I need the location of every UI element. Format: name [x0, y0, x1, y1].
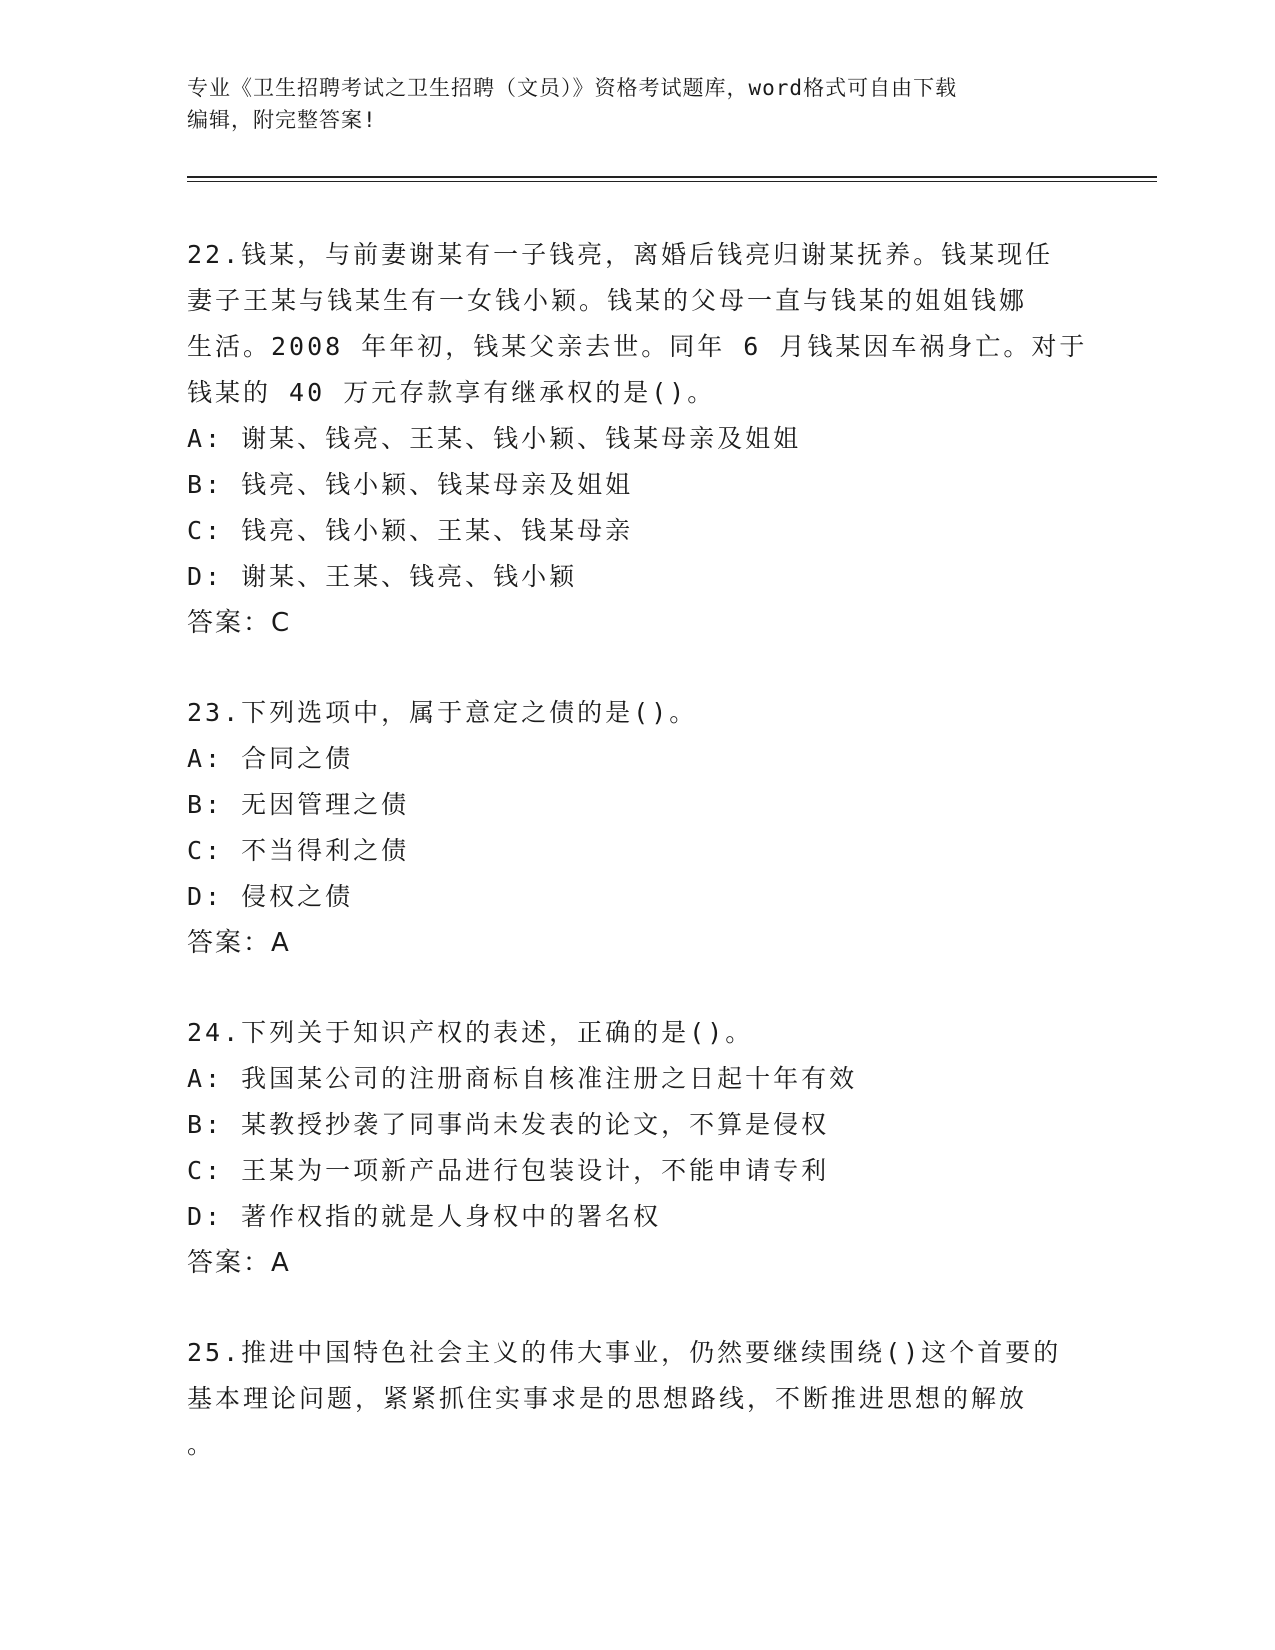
header-divider: [187, 176, 1157, 182]
option-c: C: 钱亮、钱小颖、王某、钱某母亲: [187, 516, 634, 545]
question-stem-line: 24.下列关于知识产权的表述，正确的是()。: [187, 1018, 754, 1047]
question-stem-line: 22.钱某，与前妻谢某有一子钱亮，离婚后钱亮归谢某抚养。钱某现任: [187, 240, 1054, 269]
question-stem-line: 。: [187, 1430, 216, 1459]
answer-line: 答案：A: [187, 928, 291, 958]
question-22: [187, 232, 1087, 646]
option-a: A: 谢某、钱亮、王某、钱小颖、钱某母亲及姐姐: [187, 424, 802, 453]
question-stem-line: 妻子王某与钱某生有一女钱小颖。钱某的父母一直与钱某的姐姐钱娜: [187, 286, 1028, 315]
header-line-2: 编辑，附完整答案!: [187, 108, 377, 132]
question-stem-line: 25.推进中国特色社会主义的伟大事业，仍然要继续围绕()这个首要的: [187, 1338, 1062, 1367]
question-stem-line: 钱某的 40 万元存款享有继承权的是()。: [187, 378, 716, 407]
question-25: [187, 1330, 1087, 1468]
header-line-1: 专业《卫生招聘考试之卫生招聘（文员）》资格考试题库，word格式可自由下载: [187, 76, 958, 100]
option-c: C: 不当得利之债: [187, 836, 410, 865]
document-header: [187, 72, 1087, 136]
option-a: A: 我国某公司的注册商标自核准注册之日起十年有效: [187, 1064, 858, 1093]
question-stem-line: 基本理论问题，紧紧抓住实事求是的思想路线，不断推进思想的解放: [187, 1384, 1028, 1413]
question-23: [187, 690, 1087, 966]
option-a: A: 合同之债: [187, 744, 354, 773]
question-list: [187, 232, 1087, 1512]
option-b: B: 某教授抄袭了同事尚未发表的论文，不算是侵权: [187, 1110, 830, 1139]
option-d: D: 谢某、王某、钱亮、钱小颖: [187, 562, 578, 591]
option-b: B: 钱亮、钱小颖、钱某母亲及姐姐: [187, 470, 634, 499]
option-d: D: 侵权之债: [187, 882, 354, 911]
question-24: [187, 1010, 1087, 1286]
question-stem-line: 生活。2008 年年初，钱某父亲去世。同年 6 月钱某因车祸身亡。对于: [187, 332, 1088, 361]
question-stem-line: 23.下列选项中，属于意定之债的是()。: [187, 698, 698, 727]
answer-line: 答案：C: [187, 608, 292, 638]
option-d: D: 著作权指的就是人身权中的署名权: [187, 1202, 662, 1231]
option-c: C: 王某为一项新产品进行包装设计，不能申请专利: [187, 1156, 830, 1185]
answer-line: 答案：A: [187, 1248, 291, 1278]
option-b: B: 无因管理之债: [187, 790, 410, 819]
